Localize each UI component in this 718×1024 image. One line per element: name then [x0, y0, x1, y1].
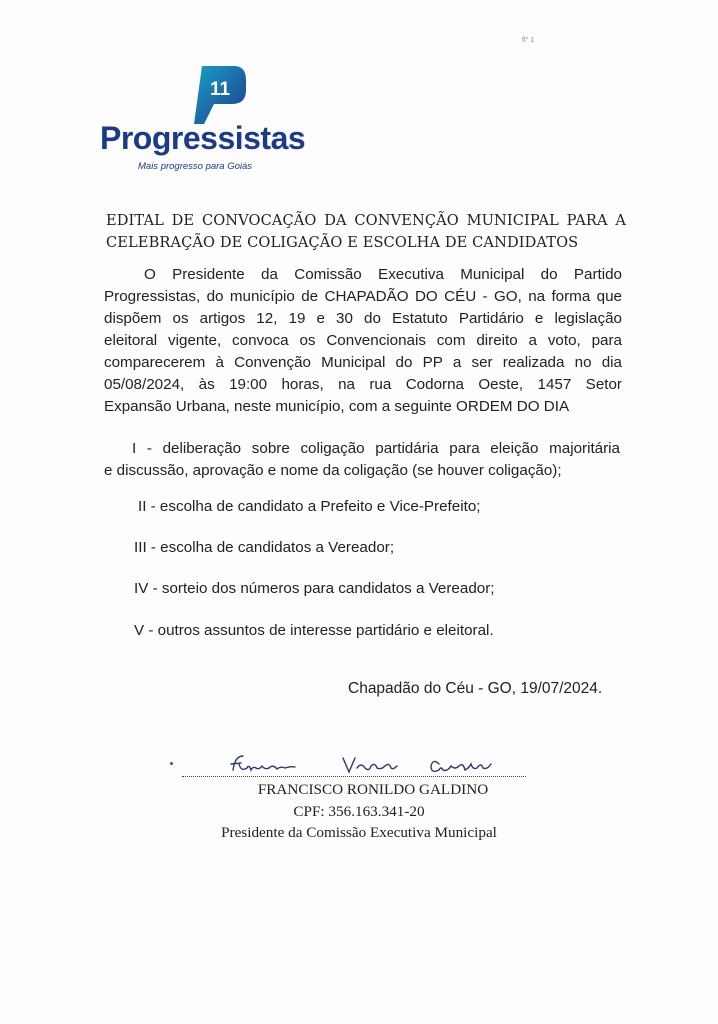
- body-line: Progressistas, do município de CHAPADÃO DO CÉU - GO, na forma que: [104, 288, 622, 305]
- place-and-date: Chapadão do Céu - GO, 19/07/2024.: [348, 680, 603, 697]
- body-line: Expansão Urbana, neste município, com a seguinte ORDEM DO DIA: [104, 398, 570, 415]
- party-name: Progressistas: [100, 120, 306, 156]
- party-logo-mark: [188, 62, 248, 128]
- body-line: 05/08/2024, às 19:00 horas, na rua Codorna Oeste, 1457 Setor: [104, 376, 622, 393]
- party-tagline: Mais progresso para Goiás: [138, 161, 253, 172]
- body-line: dispõem os artigos 12, 19 e 30 do Estatuto Partidário e legislação: [104, 310, 622, 327]
- document-title: [106, 210, 626, 254]
- handwritten-signature: [225, 748, 525, 784]
- party-number: 11: [210, 79, 231, 100]
- signer-role: Presidente da Comissão Executiva Municipal: [221, 824, 497, 841]
- body-line: eleitoral vigente, convoca os Convencionais com direito a voto, para: [104, 332, 622, 349]
- body-paragraph: [104, 264, 622, 418]
- signer-name: FRANCISCO RONILDO GALDINO: [257, 781, 489, 798]
- party-logo: [100, 62, 320, 177]
- page-mark: fl° 1: [522, 37, 535, 44]
- agenda-item-3: III - escolha de candidatos a Vereador;: [134, 539, 395, 556]
- body-line: O Presidente da Comissão Executiva Municipal do Partido: [144, 266, 622, 283]
- signature-dot: [170, 762, 173, 765]
- agenda-item-1-line-1: I - deliberação sobre coligação partidária para eleição majoritária: [132, 440, 620, 457]
- agenda-item-1-line-2: e discussão, aprovação e nome da coligação (se houver coligação);: [104, 462, 562, 479]
- agenda-item-1: [104, 438, 620, 482]
- title-line-1: EDITAL DE CONVOCAÇÃO DA CONVENÇÃO MUNICIPAL PARA A: [106, 212, 626, 229]
- signer-cpf: CPF: 356.163.341-20: [293, 803, 425, 820]
- body-line: comparecerem à Convenção Municipal do PP a ser realizada no dia: [104, 354, 622, 371]
- agenda-item-4: IV - sorteio dos números para candidatos a Vereador;: [134, 580, 495, 597]
- agenda-item-5: V - outros assuntos de interesse partidário e eleitoral.: [134, 622, 494, 639]
- agenda-item-2: II - escolha de candidato a Prefeito e Vice-Prefeito;: [138, 498, 481, 515]
- title-line-2: CELEBRAÇÃO DE COLIGAÇÃO E ESCOLHA DE CANDIDATOS: [106, 234, 579, 251]
- signature-line: [182, 776, 526, 777]
